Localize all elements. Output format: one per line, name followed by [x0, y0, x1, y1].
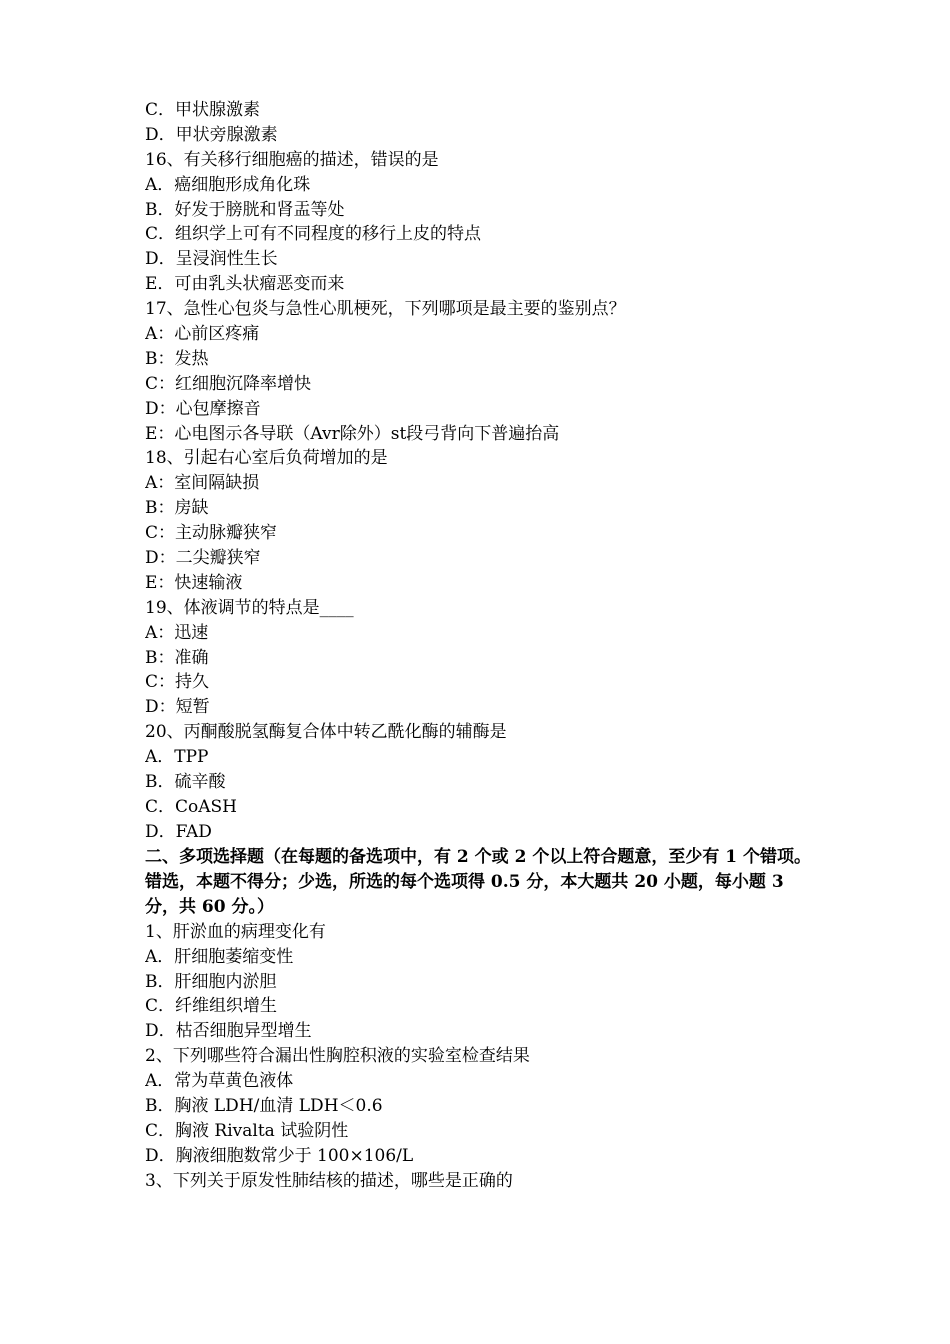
option-line: E：心电图示各导联（Avr除外）st段弓背向下普遍抬高	[145, 423, 560, 444]
option-line: C．CoASH	[145, 796, 237, 817]
option-line: D：心包摩擦音	[145, 398, 261, 419]
option-line: B．好发于膀胱和肾盂等处	[145, 199, 345, 220]
option-line: B：发热	[145, 348, 209, 369]
option-line: B：房缺	[145, 498, 209, 519]
option-line: C．纤维组织增生	[145, 996, 278, 1017]
option-line: E．可由乳头状瘤恶变而来	[145, 274, 345, 295]
option-line: C．甲状腺激素	[145, 100, 261, 120]
question-3: 3、下列关于原发性肺结核的描述，哪些是正确的	[145, 1170, 513, 1191]
option-line: B．硫辛酸	[145, 772, 226, 793]
option-line: C．胸液 Rivalta 试验阴性	[145, 1120, 349, 1141]
question-17: 17、急性心包炎与急性心肌梗死，下列哪项是最主要的鉴别点？	[145, 299, 626, 320]
option-line: A．常为草黄色液体	[145, 1071, 294, 1092]
question-2: 2、下列哪些符合漏出性胸腔积液的实验室检查结果	[145, 1046, 530, 1067]
option-line: A：室间隔缺损	[145, 473, 260, 494]
option-line: D．枯否细胞异型增生	[145, 1021, 312, 1042]
option-line: B：准确	[145, 647, 209, 668]
option-line: D：短暂	[145, 697, 210, 718]
option-line: A：迅速	[145, 622, 209, 643]
option-line: D．甲状旁腺激素	[145, 124, 278, 145]
document-page	[145, 98, 815, 1194]
option-line: A．癌细胞形成角化珠	[145, 174, 311, 195]
text-block-top	[145, 98, 815, 845]
option-line: C：红细胞沉降率增快	[145, 373, 312, 394]
option-line: A．肝细胞萎缩变性	[145, 946, 294, 967]
question-18: 18、引起右心室后负荷增加的是	[145, 448, 388, 469]
option-line: D：二尖瓣狭窄	[145, 548, 261, 569]
question-19: 19、体液调节的特点是____	[145, 597, 354, 618]
question-1: 1、肝淤血的病理变化有	[145, 921, 326, 942]
option-line: C．组织学上可有不同程度的移行上皮的特点	[145, 224, 482, 245]
option-line: D．呈浸润性生长	[145, 249, 278, 270]
option-line: C：主动脉瓣狭窄	[145, 523, 278, 544]
option-line: D．FAD	[145, 821, 212, 842]
text-block-bottom	[145, 920, 815, 1194]
question-20: 20、丙酮酸脱氢酶复合体中转乙酰化酶的辅酶是	[145, 722, 507, 743]
section-heading-multiple-choice: 二、多项选择题（在每题的备选项中，有 2 个或 2 个以上符合题意，至少有 1 个错项。错选，本题不得分；少选，所选的每个选项得 0.5 分，本大题共 20 小题，每小题 3 分，共 60 分。）	[145, 846, 811, 917]
option-line: D．胸液细胞数常少于 100×106/L	[145, 1145, 414, 1166]
question-16: 16、有关移行细胞癌的描述，错误的是	[145, 149, 439, 170]
option-line: E：快速输液	[145, 572, 243, 593]
option-line: C：持久	[145, 672, 210, 693]
option-line: A：心前区疼痛	[145, 324, 260, 345]
option-line: A．TPP	[145, 747, 209, 768]
option-line: B．胸液 LDH/血清 LDH＜0.6	[145, 1095, 383, 1116]
option-line: B．肝细胞内淤胆	[145, 971, 277, 992]
